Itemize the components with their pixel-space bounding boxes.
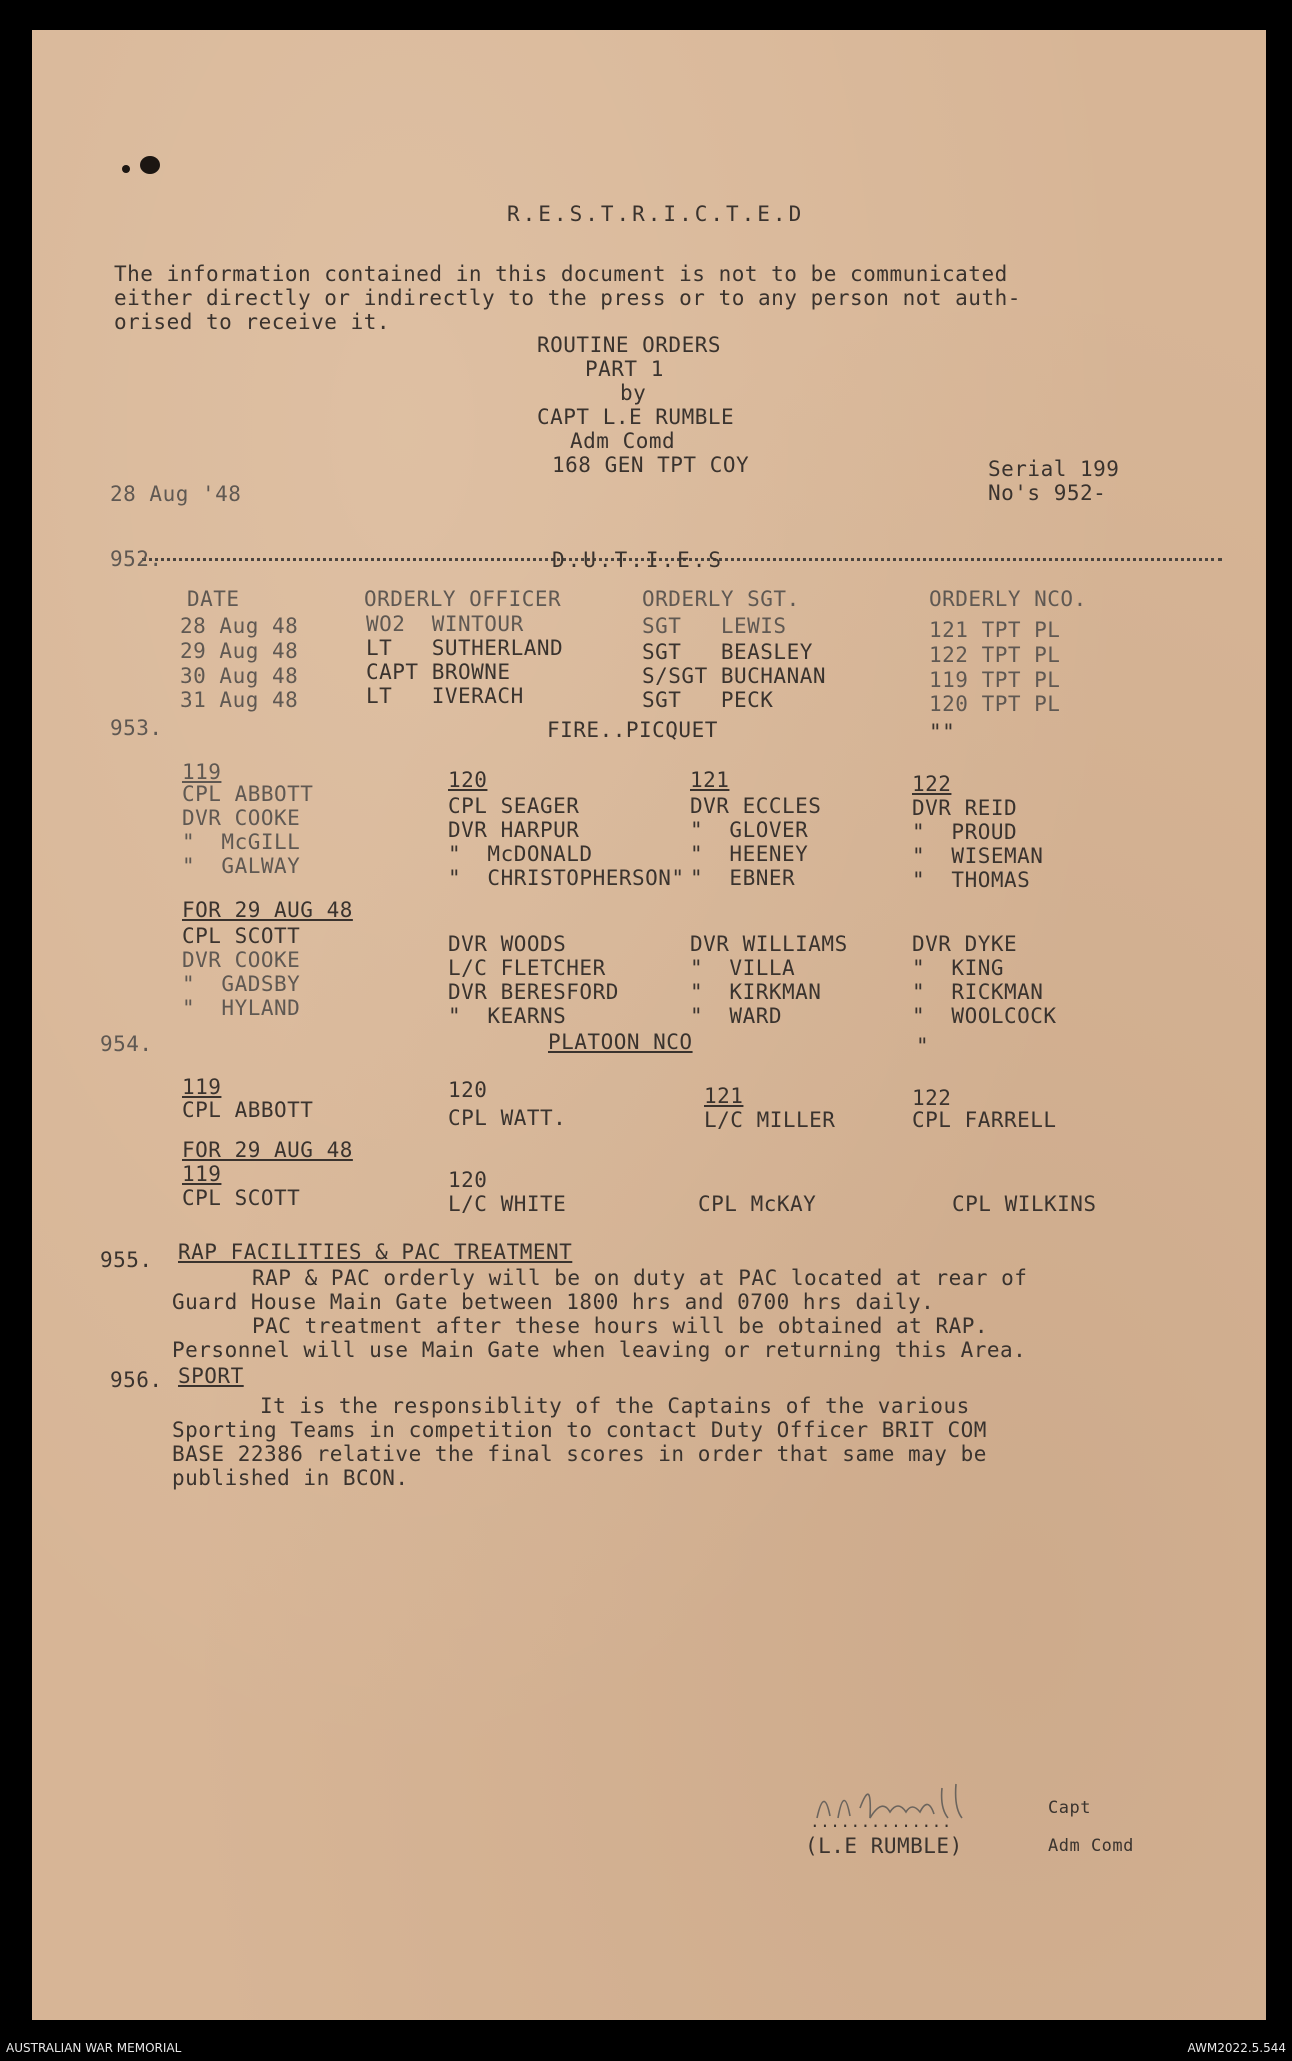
footer-institution: AUSTRALIAN WAR MEMORIAL xyxy=(6,2041,182,2055)
title-unit: 168 GEN TPT COY xyxy=(552,453,750,477)
fire-c1-3: " McGILL xyxy=(182,830,301,854)
rap-line-2: Guard House Main Gate between 1800 hrs and 0700 hrs daily. xyxy=(172,1290,935,1314)
fire-d1-2: DVR COOKE xyxy=(182,948,301,972)
duty-row-1-officer: WO2 WINTOUR xyxy=(366,612,524,636)
title-by: by xyxy=(620,381,647,405)
fire-c2-1: CPL SEAGER xyxy=(448,794,580,818)
restricted-heading: R.E.S.T.R.I.C.T.E.D xyxy=(507,202,805,226)
fire-c3-1: DVR ECCLES xyxy=(690,794,822,818)
fire-c1-1: CPL ABBOTT xyxy=(182,782,314,806)
duty-row-3-date: 30 Aug 48 xyxy=(180,664,299,688)
fire-d1-4: " HYLAND xyxy=(182,996,301,1020)
duty-row-2-sgt: SGT BEASLEY xyxy=(642,640,813,664)
notice-line-2: either directly or indirectly to the press or to any person not auth- xyxy=(114,286,1021,310)
ink-spot xyxy=(122,165,130,173)
platoon-122: 122 xyxy=(912,1086,952,1110)
platoon-119: 119 xyxy=(182,1075,222,1099)
platoon-nco-ditto: " xyxy=(916,1034,930,1058)
platoon2-120: 120 xyxy=(448,1168,488,1192)
fire-c2-2: DVR HARPUR xyxy=(448,818,580,842)
fire-d2-3: DVR BERESFORD xyxy=(448,980,619,1004)
fire-platoon-120: 120 xyxy=(448,768,488,792)
sport-line-2: Sporting Teams in competition to contact Duty Officer BRIT COM xyxy=(172,1418,987,1442)
rap-line-4: Personnel will use Main Gate when leaving or returning this Area. xyxy=(172,1338,1027,1362)
fire-c4-3: " WISEMAN xyxy=(912,844,1044,868)
duty-row-1-sgt: SGT LEWIS xyxy=(642,614,787,638)
signature-capt: Capt xyxy=(1048,1798,1091,1818)
fire-c2-3: " McDONALD xyxy=(448,842,593,866)
duties-heading: D.U.T.I.E.S xyxy=(552,548,725,572)
fire-d2-1: DVR WOODS xyxy=(448,932,567,956)
duty-row-4-officer: LT IVERACH xyxy=(366,684,524,708)
rap-heading: RAP FACILITIES & PAC TREATMENT xyxy=(178,1240,573,1264)
fire-for-date: FOR 29 AUG 48 xyxy=(182,898,353,922)
duty-row-4-nco: 120 TPT PL xyxy=(929,692,1061,716)
fire-c3-4: " EBNER xyxy=(690,866,796,890)
platoon-nco-1: CPL ABBOTT xyxy=(182,1098,314,1122)
footer-catalogue-number: AWM2022.5.544 xyxy=(1187,2041,1286,2055)
section-number-953: 953. xyxy=(110,716,163,740)
fire-d1-1: CPL SCOTT xyxy=(182,924,301,948)
fire-d3-4: " WARD xyxy=(690,1004,783,1028)
duty-row-3-nco: 119 TPT PL xyxy=(929,668,1061,692)
fire-c3-3: " HEENEY xyxy=(690,842,809,866)
platoon2-nco-4: CPL WILKINS xyxy=(952,1192,1097,1216)
duty-row-1-date: 28 Aug 48 xyxy=(180,614,299,638)
sport-line-1: It is the responsiblity of the Captains of the various xyxy=(260,1394,970,1418)
fire-d4-1: DVR DYKE xyxy=(912,932,1018,956)
notice-line-1: The information contained in this document is not to be communicated xyxy=(114,262,1008,286)
fire-d3-3: " KIRKMAN xyxy=(690,980,822,1004)
platoon-nco-heading: PLATOON NCO xyxy=(548,1030,693,1054)
order-date: 28 Aug '48 xyxy=(110,482,242,506)
title-role: Adm Comd xyxy=(570,429,676,453)
title-part: PART 1 xyxy=(585,357,664,381)
serial-line-1: Serial 199 xyxy=(988,457,1120,481)
fire-c1-2: DVR COOKE xyxy=(182,806,301,830)
platoon2-nco-1: CPL SCOTT xyxy=(182,1186,301,1210)
fire-c2-4: " CHRISTOPHERSON" xyxy=(448,866,685,890)
platoon-121: 121 xyxy=(704,1084,744,1108)
fire-c4-1: DVR REID xyxy=(912,796,1018,820)
section-number-956: 956. xyxy=(110,1368,163,1392)
signature-name: (L.E RUMBLE) xyxy=(805,1834,963,1858)
sport-line-3: BASE 22386 relative the final scores in order that same may be xyxy=(172,1442,987,1466)
platoon-nco-2: CPL WATT. xyxy=(448,1106,567,1130)
duty-row-1-nco: 121 TPT PL xyxy=(929,618,1061,642)
platoon-for-date: FOR 29 AUG 48 xyxy=(182,1138,353,1162)
platoon-nco-3: L/C MILLER xyxy=(704,1108,836,1132)
sport-heading: SPORT xyxy=(178,1364,244,1388)
duty-row-3-officer: CAPT BROWNE xyxy=(366,660,511,684)
document-page xyxy=(32,30,1266,2020)
platoon2-nco-3: CPL McKAY xyxy=(698,1192,817,1216)
duties-col-officer: ORDERLY OFFICER xyxy=(364,587,562,611)
ink-blot xyxy=(140,156,160,174)
notice-line-3: orised to receive it. xyxy=(114,310,391,334)
section-number-952: 952. xyxy=(110,547,163,571)
fire-d3-2: " VILLA xyxy=(690,956,796,980)
fire-picquet-heading: FIRE..PICQUET xyxy=(547,718,718,742)
duties-col-date: DATE xyxy=(187,587,240,611)
fire-d4-4: " WOOLCOCK xyxy=(912,1004,1057,1028)
fire-d4-2: " KING xyxy=(912,956,1005,980)
fire-platoon-122: 122 xyxy=(912,772,952,796)
fire-c3-2: " GLOVER xyxy=(690,818,809,842)
duty-row-4-sgt: SGT PECK xyxy=(642,688,774,712)
section-number-955: 955. xyxy=(100,1248,153,1272)
rap-line-1: RAP & PAC orderly will be on duty at PAC located at rear of xyxy=(252,1266,1028,1290)
platoon2-119: 119 xyxy=(182,1162,222,1186)
fire-c1-4: " GALWAY xyxy=(182,854,301,878)
platoon-120: 120 xyxy=(448,1078,488,1102)
platoon2-nco-2: L/C WHITE xyxy=(448,1192,567,1216)
rap-line-3: PAC treatment after these hours will be obtained at RAP. xyxy=(252,1314,989,1338)
title-routine-orders: ROUTINE ORDERS xyxy=(537,333,722,357)
serial-line-2: No's 952- xyxy=(988,481,1107,505)
fire-d4-3: " RICKMAN xyxy=(912,980,1044,1004)
sport-line-4: published in BCON. xyxy=(172,1466,409,1490)
duty-row-2-nco: 122 TPT PL xyxy=(929,643,1061,667)
platoon-nco-4: CPL FARRELL xyxy=(912,1108,1057,1132)
fire-platoon-119: 119 xyxy=(182,760,222,784)
duty-row-4-date: 31 Aug 48 xyxy=(180,688,299,712)
fire-platoon-121: 121 xyxy=(690,768,730,792)
duty-row-3-sgt: S/SGT BUCHANAN xyxy=(642,664,827,688)
duties-col-sgt: ORDERLY SGT. xyxy=(642,587,800,611)
section-number-954: 954. xyxy=(100,1032,153,1056)
fire-d2-2: L/C FLETCHER xyxy=(448,956,606,980)
signature-role: Adm Comd xyxy=(1048,1836,1134,1856)
fire-picquet-ditto: "" xyxy=(929,720,956,744)
title-officer: CAPT L.E RUMBLE xyxy=(537,405,735,429)
fire-c4-2: " PROUD xyxy=(912,820,1018,844)
signature-dots: .............. xyxy=(810,1812,952,1831)
duties-col-nco: ORDERLY NCO. xyxy=(929,587,1087,611)
fire-d1-3: " GADSBY xyxy=(182,972,301,996)
fire-c4-4: " THOMAS xyxy=(912,868,1031,892)
fire-d3-1: DVR WILLIAMS xyxy=(690,932,848,956)
duty-row-2-date: 29 Aug 48 xyxy=(180,639,299,663)
duty-row-2-officer: LT SUTHERLAND xyxy=(366,636,564,660)
fire-d2-4: " KEARNS xyxy=(448,1004,567,1028)
